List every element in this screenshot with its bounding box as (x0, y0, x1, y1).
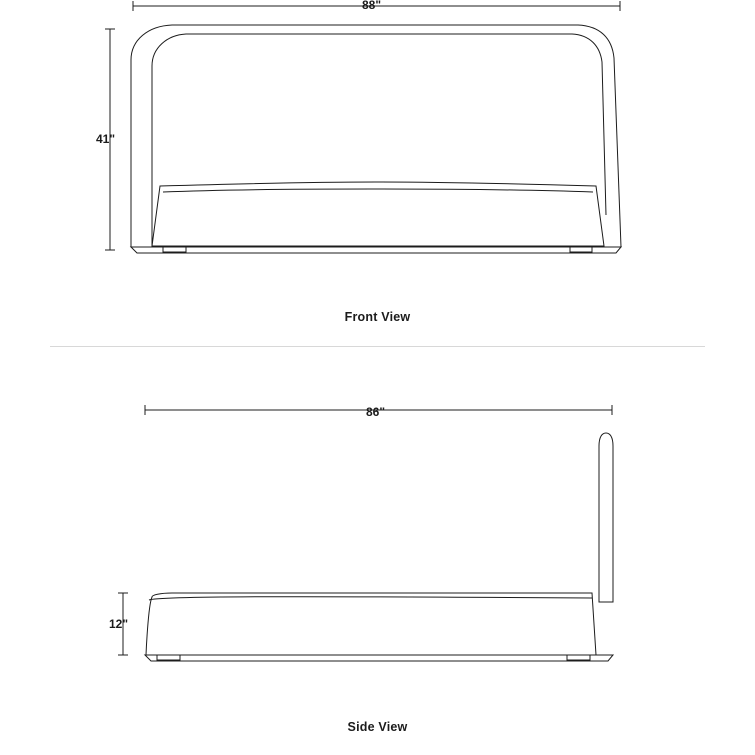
bed-base-side-face (146, 593, 596, 655)
bed-base-front-face (152, 182, 604, 246)
headboard-inner-contour (152, 34, 606, 247)
side-view-panel (0, 348, 755, 755)
front-height-label: 41" (96, 132, 116, 146)
front-width-label: 88" (362, 0, 382, 12)
side-left-foot (157, 655, 180, 660)
bed-floor-rail (131, 247, 621, 253)
side-headboard-panel (599, 433, 613, 602)
front-left-foot (163, 247, 186, 252)
front-view-drawing (0, 0, 755, 348)
headboard-outline (131, 25, 621, 247)
side-floor-rail (145, 655, 613, 661)
section-divider (50, 346, 705, 347)
bed-base-side-top-edge (149, 597, 592, 600)
side-right-foot (567, 655, 590, 660)
front-right-foot (570, 247, 592, 252)
front-view-caption: Front View (344, 310, 411, 324)
side-view-caption: Side View (347, 720, 408, 734)
front-view-panel (0, 0, 755, 348)
side-height-label: 12" (109, 617, 129, 631)
side-width-label: 86" (366, 405, 386, 419)
bed-base-top-edge (163, 189, 593, 192)
